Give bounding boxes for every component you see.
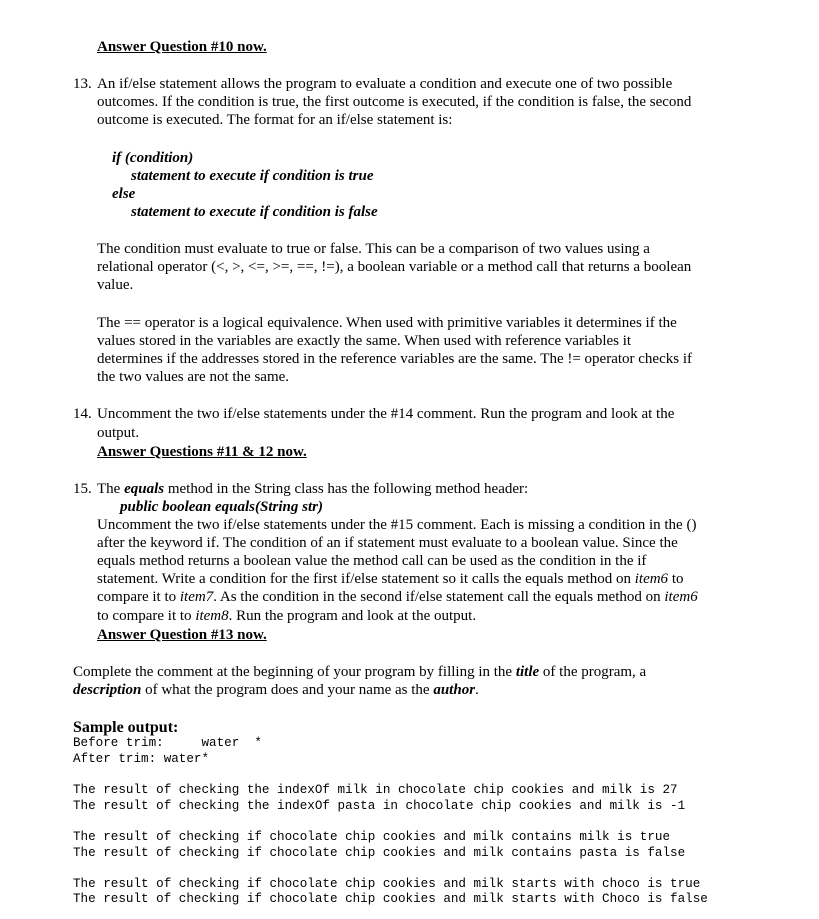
text: . Run the program and look at the output. xyxy=(228,608,477,624)
answer-questions-11-12: Answer Questions #11 & 12 now. xyxy=(97,444,307,460)
text: . xyxy=(475,682,479,698)
code-else-line: else xyxy=(112,186,136,202)
item-13-line: outcomes. If the condition is true, the first outcome is executed, if the condition is false, the second xyxy=(97,94,692,110)
sample-output-line: Before trim: water * xyxy=(73,736,262,750)
text: to compare it to xyxy=(97,608,196,624)
description-word: description xyxy=(73,682,142,698)
text: compare it to xyxy=(97,589,180,605)
item-13-para2-line: relational operator (<, >, <=, >=, ==, !=), a boolean variable or a method call that returns a boolean xyxy=(97,259,692,275)
text: of the program, a xyxy=(539,664,647,680)
item-13-para3-line: determines if the addresses stored in the reference variables are the same. The != operator checks if xyxy=(97,351,692,367)
text: method in the String class has the following method header: xyxy=(164,481,529,497)
item7-ref: item7 xyxy=(179,589,214,605)
title-word: title xyxy=(515,664,540,680)
sample-output-line: The result of checking if chocolate chip cookies and milk starts with choco is true xyxy=(73,877,701,891)
item-13-para2-line: value. xyxy=(97,277,134,293)
text: . As the condition in the second if/else statement call the equals method on xyxy=(213,589,665,605)
item-15-number: 15. xyxy=(73,481,92,497)
item-15-line: Uncomment the two if/else statements under the #15 comment. Each is missing a condition in the () xyxy=(97,517,697,533)
complete-line-1 xyxy=(73,663,646,681)
item-14-line: Uncomment the two if/else statements under the #14 comment. Run the program and look at the xyxy=(97,406,675,422)
sample-output-line: The result of checking the indexOf milk in chocolate chip cookies and milk is 27 xyxy=(73,783,678,797)
answer-question-13: Answer Question #13 now. xyxy=(97,627,267,643)
sample-output-heading: Sample output: xyxy=(73,719,179,736)
item-13-line: outcome is executed. The format for an if/else statement is: xyxy=(97,112,453,128)
text: statement. Write a condition for the first if/else statement so it calls the equals method on xyxy=(97,571,635,587)
sample-output-line: After trim: water* xyxy=(73,752,210,766)
item6-ref: item6 xyxy=(664,589,698,605)
sample-output-line: The result of checking if chocolate chip cookies and milk contains milk is true xyxy=(73,830,671,844)
author-word: author xyxy=(433,682,476,698)
item-15-line-5 xyxy=(97,588,698,606)
item-13-line: An if/else statement allows the program to evaluate a condition and execute one of two possible xyxy=(97,76,673,92)
sample-output-line: The result of checking if chocolate chip cookies and milk contains pasta is false xyxy=(73,846,686,860)
complete-line-2 xyxy=(73,681,479,699)
item-15-line-6 xyxy=(97,607,476,625)
answer-question-10: Answer Question #10 now. xyxy=(97,39,267,55)
sample-output-line: The result of checking the indexOf pasta in chocolate chip cookies and milk is -1 xyxy=(73,799,686,813)
item-13-number: 13. xyxy=(73,76,92,92)
item-13-para3-line: The == operator is a logical equivalence. When used with primitive variables it determines if the xyxy=(97,315,677,331)
item6-ref: item6 xyxy=(634,571,669,587)
code-true-line: statement to execute if condition is true xyxy=(131,168,374,184)
item-15-line: after the keyword if. The condition of an if statement must evaluate to a boolean value. Since the xyxy=(97,535,678,551)
text: of what the program does and your name as the xyxy=(141,682,434,698)
item-14-line: output. xyxy=(97,425,140,441)
item-13-para3-line: values stored in the variables are exactly the same. When used with reference variables it xyxy=(97,333,632,349)
code-if-line: if (condition) xyxy=(112,150,194,166)
item8-ref: item8 xyxy=(195,608,229,624)
equals-keyword: equals xyxy=(124,481,165,497)
item-13-para2-line: The condition must evaluate to true or false. This can be a comparison of two values using a xyxy=(97,241,650,257)
text: Complete the comment at the beginning of your program by filling in the xyxy=(73,664,516,680)
item-15-line-1 xyxy=(97,480,528,498)
text: to xyxy=(668,571,684,587)
method-header: public boolean equals(String str) xyxy=(120,499,323,515)
text: The xyxy=(97,481,125,497)
item-15-line-4 xyxy=(97,570,683,588)
code-false-line: statement to execute if condition is false xyxy=(131,204,378,220)
item-15-line: equals method returns a boolean value the method call can be used as the condition in the if xyxy=(97,553,647,569)
sample-output-line: The result of checking if chocolate chip cookies and milk starts with Choco is false xyxy=(73,892,708,906)
item-13-para3-line: the two values are not the same. xyxy=(97,369,290,385)
item-14-number: 14. xyxy=(73,406,92,422)
